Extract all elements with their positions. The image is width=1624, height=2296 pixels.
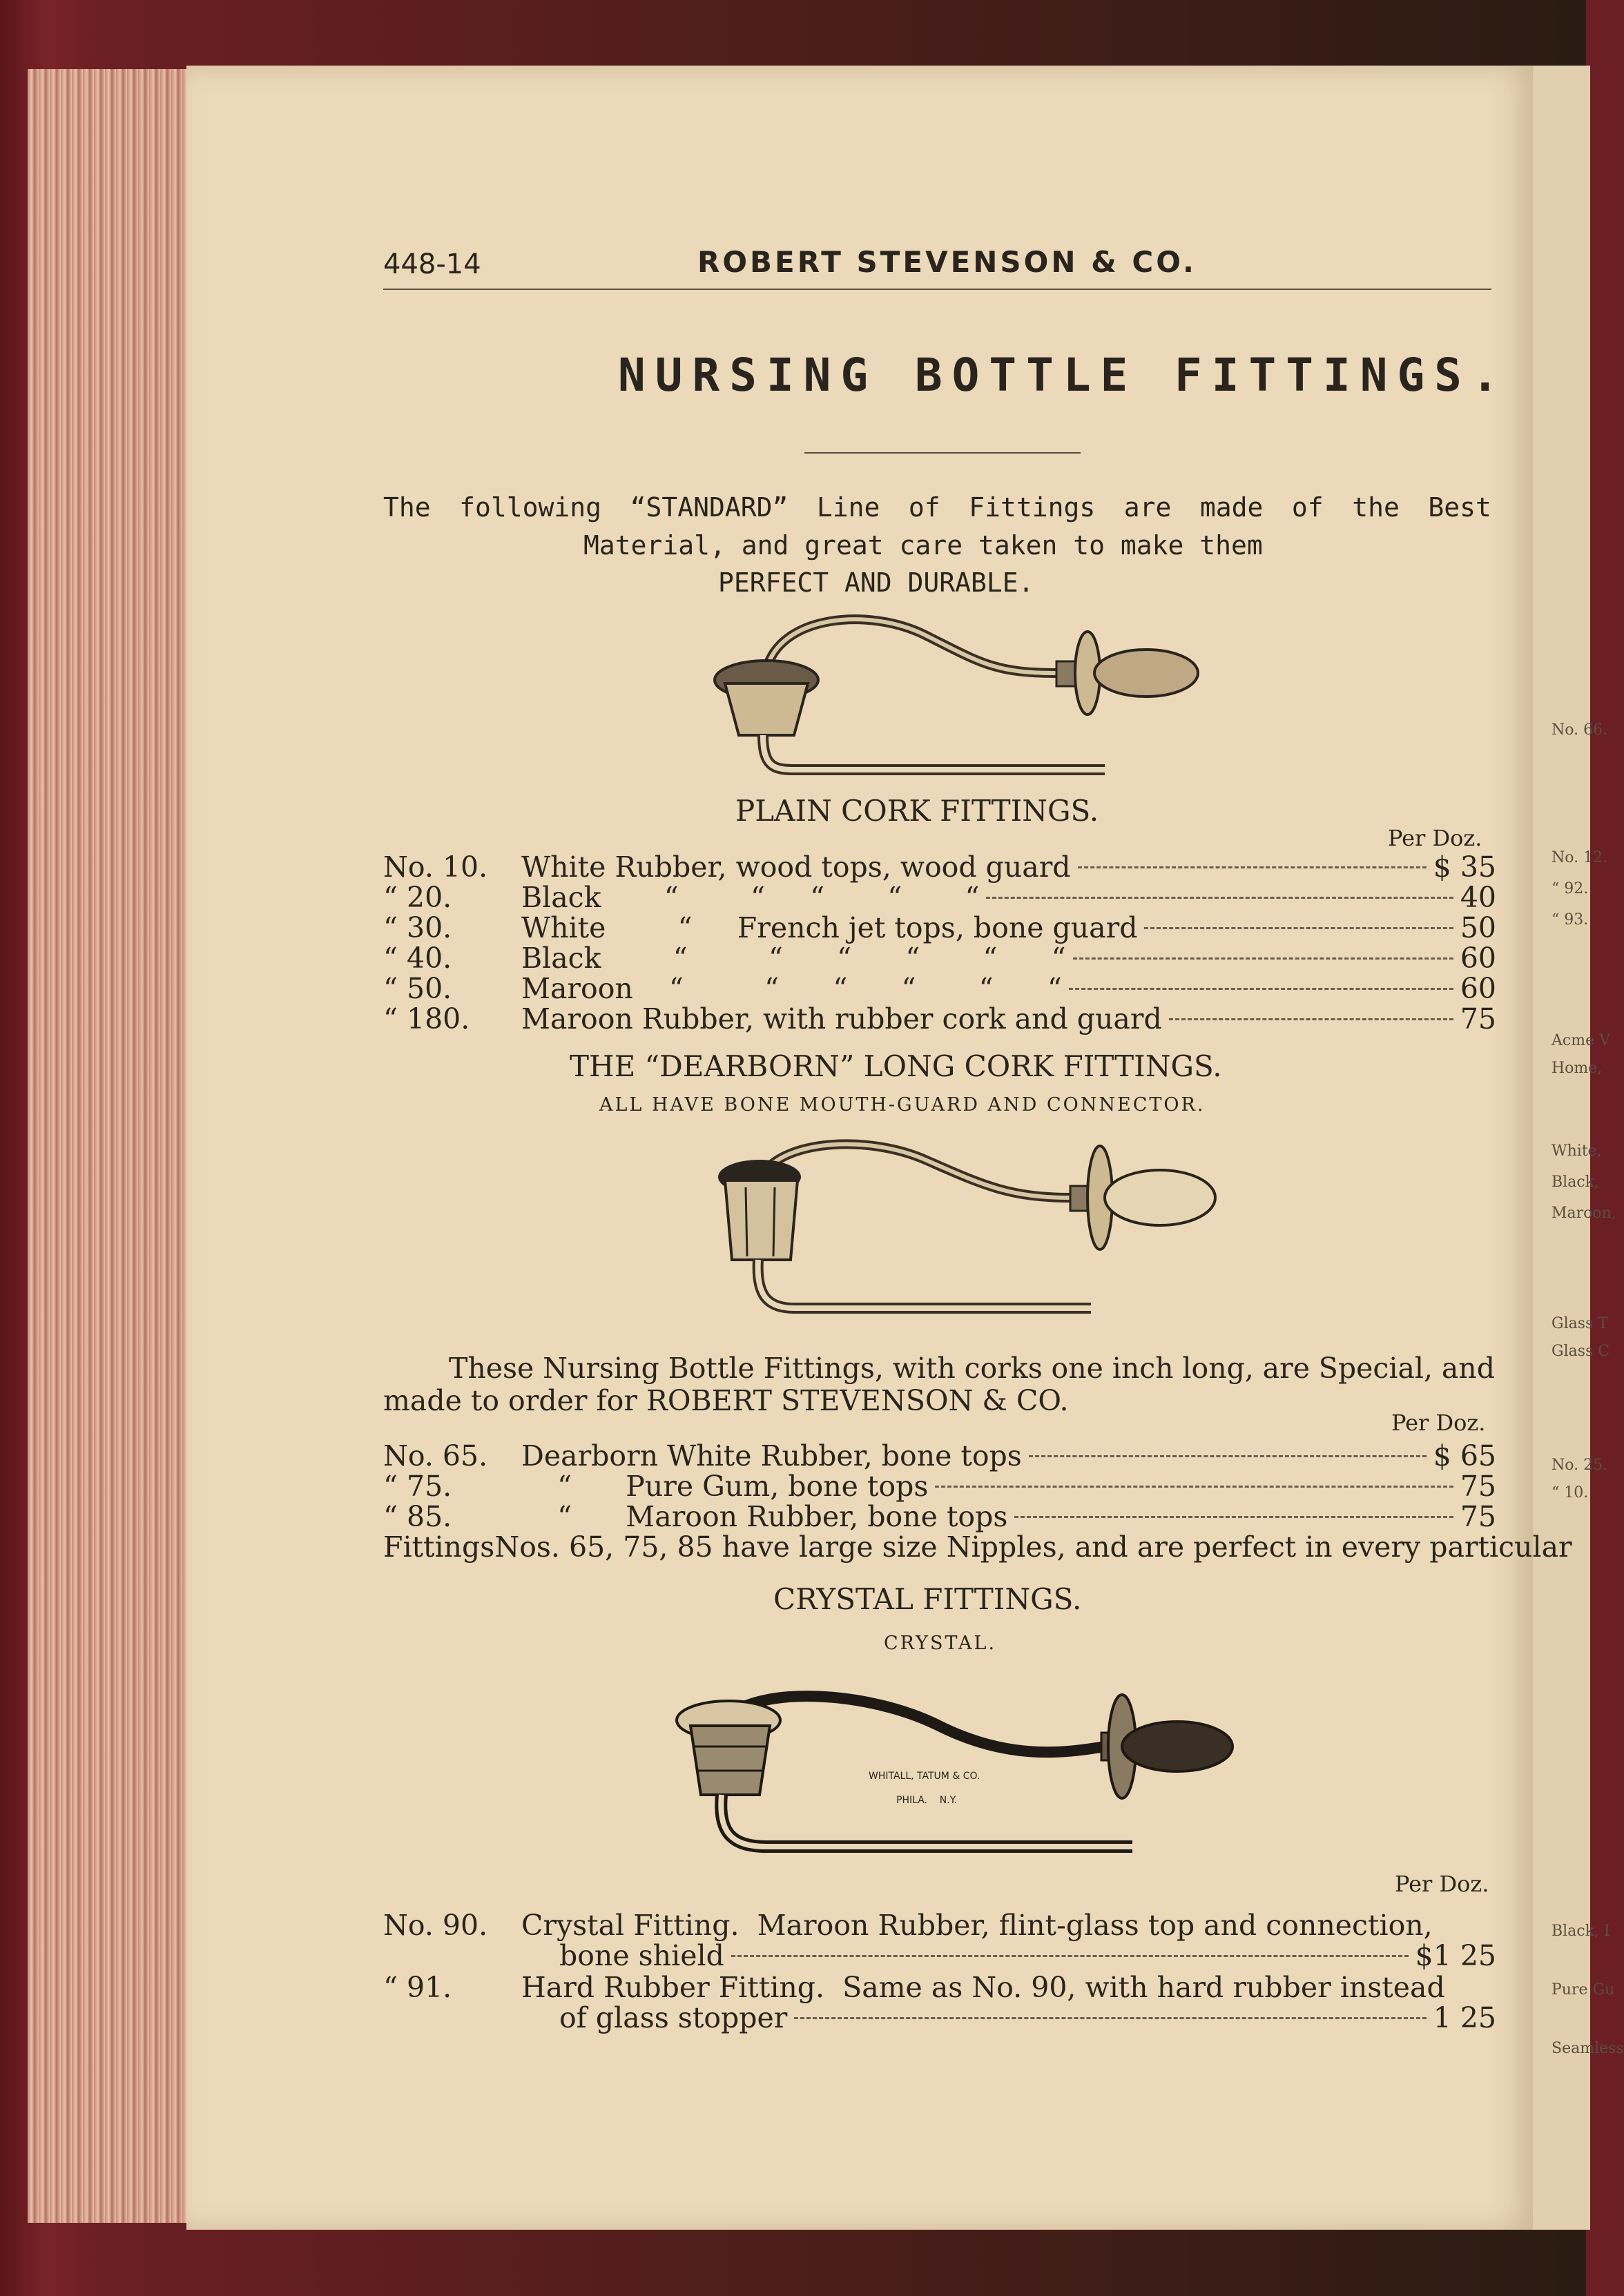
dot-leader: [1078, 866, 1427, 868]
item-description: of glass stopper: [559, 2001, 788, 2034]
price-row: [383, 1971, 1496, 2003]
item-description: Black “ “ “ “ “: [521, 881, 980, 914]
dot-leader: [1144, 927, 1453, 929]
intro-word: the: [1352, 492, 1400, 523]
intro-line-1: [383, 492, 1491, 523]
item-price: 75: [1460, 1002, 1496, 1035]
item-number: “ 75.: [383, 1470, 452, 1503]
para-word: corks: [964, 1352, 1043, 1385]
intro-word: Fittings: [969, 492, 1096, 523]
item-number: “ 50.: [383, 972, 452, 1005]
next-page-fragment: “ 10.: [1552, 1484, 1589, 1501]
para-word: These: [449, 1352, 534, 1385]
dot-leader: [1069, 988, 1453, 990]
dot-leader: [1169, 1018, 1453, 1020]
price-row: [383, 1002, 1496, 1034]
dearborn-fitting-illustration: [697, 1132, 1195, 1332]
price-row-continuation: [383, 2001, 1496, 2033]
item-description: Maroon “ “ “ “ “ “: [521, 972, 1062, 1005]
item-description: Maroon Rubber, with rubber cork and guard: [521, 1002, 1162, 1035]
item-price: $ 65: [1433, 1439, 1496, 1472]
item-description: bone shield: [559, 1939, 724, 1972]
next-page-fragment: No. 25.: [1552, 1457, 1608, 1474]
item-number: “ 30.: [383, 911, 452, 944]
next-page-fragment: Acme V: [1552, 1032, 1610, 1049]
page-edges: [28, 69, 193, 2223]
title-rule: [804, 452, 1081, 454]
fittings-note: Nos. 65, 75, 85 have large size Nipples, and are perfect in every particular: [494, 1530, 1572, 1564]
para-word: Bottle: [668, 1352, 755, 1385]
dot-leader: [1029, 1455, 1427, 1457]
item-number: “ 180.: [383, 1002, 470, 1035]
dot-leader: [1073, 957, 1453, 960]
intro-word: Line: [816, 492, 880, 523]
price-row: [383, 1500, 1496, 1532]
price-row: [383, 1470, 1496, 1501]
intro-line-2: Material, and great care taken to make them: [583, 530, 1263, 561]
price-row: [383, 942, 1496, 973]
header-rule: [383, 289, 1491, 290]
company-header: ROBERT STEVENSON & CO.: [697, 245, 1197, 279]
item-price: 75: [1460, 1470, 1496, 1503]
page-number: 448-14: [383, 249, 481, 280]
item-description: Crystal Fitting. Maroon Rubber, flint-glass top and connection,: [521, 1909, 1433, 1942]
next-page-fragment: Glass T: [1552, 1315, 1608, 1332]
item-price: 40: [1460, 881, 1496, 914]
item-number: “ 91.: [383, 1971, 452, 2004]
item-number: “ 20.: [383, 881, 452, 914]
para-word: Nursing: [543, 1352, 659, 1385]
item-number: “ 85.: [383, 1500, 452, 1533]
item-price: 60: [1460, 942, 1496, 975]
item-price: 1 25: [1433, 2001, 1496, 2034]
price-row: [383, 850, 1496, 882]
dot-leader: [986, 897, 1453, 899]
next-page-fragment: Black,: [1552, 1174, 1599, 1191]
para-word: one: [1051, 1352, 1103, 1385]
dot-leader: [935, 1486, 1453, 1488]
next-page-fragment: Maroon,: [1552, 1205, 1616, 1222]
next-page-fragment: White,: [1552, 1142, 1602, 1160]
item-price: 60: [1460, 972, 1496, 1005]
crystal-subheading: CRYSTAL.: [884, 1633, 997, 1654]
item-description: Black “ “ “ “ “ “: [521, 942, 1066, 975]
next-page-fragment: No. 66.: [1552, 721, 1608, 739]
price-row: [383, 972, 1496, 1004]
intro-word: made: [1199, 492, 1264, 523]
item-description: “ Pure Gum, bone tops: [521, 1470, 929, 1503]
dot-leader: [1014, 1516, 1453, 1518]
intro-word: of: [908, 492, 940, 523]
price-row: [383, 911, 1496, 943]
next-page-fragment: Home,: [1552, 1060, 1603, 1077]
para-word: with: [892, 1352, 956, 1385]
item-description: White Rubber, wood tops, wood guard: [521, 850, 1071, 884]
next-page-fragment: Pure Gu: [1552, 1981, 1615, 1998]
intro-word: following: [459, 492, 602, 523]
item-number: No. 10.: [383, 850, 488, 884]
para-word: Fittings,: [763, 1352, 884, 1385]
dearborn-heading: THE “DEARBORN” LONG CORK FITTINGS.: [570, 1049, 1222, 1083]
para-word: long,: [1182, 1352, 1254, 1385]
item-description: Hard Rubber Fitting. Same as No. 90, with hard rubber instead: [521, 1971, 1445, 2004]
next-page-fragment: Glass C: [1552, 1343, 1610, 1360]
next-page-fragment: “ 93.: [1552, 911, 1589, 928]
para-word: Special,: [1318, 1352, 1433, 1385]
manufacturer-stamp-line-2: PHILA. N.Y.: [896, 1795, 957, 1806]
price-row: [383, 1909, 1496, 1940]
intro-word: The: [383, 492, 431, 523]
price-row-continuation: [383, 1939, 1496, 1971]
dot-leader: [731, 1955, 1409, 1957]
intro-line-3: PERFECT AND DURABLE.: [718, 567, 1034, 598]
next-page-fragment: “ 92.: [1552, 880, 1589, 897]
page-title: NURSING BOTTLE FITTINGS.: [618, 349, 1509, 402]
item-price: 50: [1460, 911, 1496, 944]
intro-word: are: [1123, 492, 1172, 523]
dot-leader: [794, 2017, 1426, 2019]
plain-cork-fitting-illustration: [697, 607, 1195, 787]
per-doz-label: Per Doz.: [1395, 1871, 1489, 1897]
para-word: are: [1262, 1352, 1310, 1385]
item-price: 75: [1460, 1500, 1496, 1533]
price-row: [383, 1530, 1572, 1564]
crystal-heading: CRYSTAL FITTINGS.: [773, 1582, 1082, 1616]
price-row: [383, 1439, 1496, 1471]
item-description: White “ French jet tops, bone guard: [521, 911, 1138, 944]
item-number: No. 65.: [383, 1439, 488, 1472]
next-page-fragment: Seamless: [1552, 2040, 1624, 2057]
item-number: “ 40.: [383, 942, 452, 975]
per-doz-label: Per Doz.: [1391, 1410, 1486, 1436]
per-doz-label: Per Doz.: [1388, 825, 1482, 851]
item-price: $ 35: [1433, 850, 1496, 884]
plain-cork-heading: PLAIN CORK FITTINGS.: [735, 794, 1099, 828]
para-word: and: [1441, 1352, 1495, 1385]
manufacturer-stamp-line-1: WHITALL, TATUM & CO.: [869, 1771, 980, 1782]
dearborn-paragraph-line-1: [449, 1352, 1495, 1385]
next-page-fragment: No. 12.: [1552, 849, 1608, 866]
intro-word: Best: [1428, 492, 1491, 523]
item-description: “ Maroon Rubber, bone tops: [521, 1500, 1008, 1533]
item-number: No. 90.: [383, 1909, 488, 1942]
para-word: inch: [1112, 1352, 1174, 1385]
intro-word: of: [1291, 492, 1324, 523]
item-price: $1 25: [1415, 1939, 1496, 1972]
item-description: Dearborn White Rubber, bone tops: [521, 1439, 1022, 1472]
dearborn-subheading: ALL HAVE BONE MOUTH-GUARD AND CONNECTOR.: [599, 1094, 1206, 1116]
price-row: [383, 881, 1496, 913]
next-page-fragment: Black, I: [1552, 1923, 1610, 1940]
item-number: Fittings: [383, 1530, 495, 1564]
dearborn-paragraph-line-2: made to order for ROBERT STEVENSON & CO.: [383, 1384, 1069, 1417]
intro-word: “STANDARD”: [630, 492, 789, 523]
